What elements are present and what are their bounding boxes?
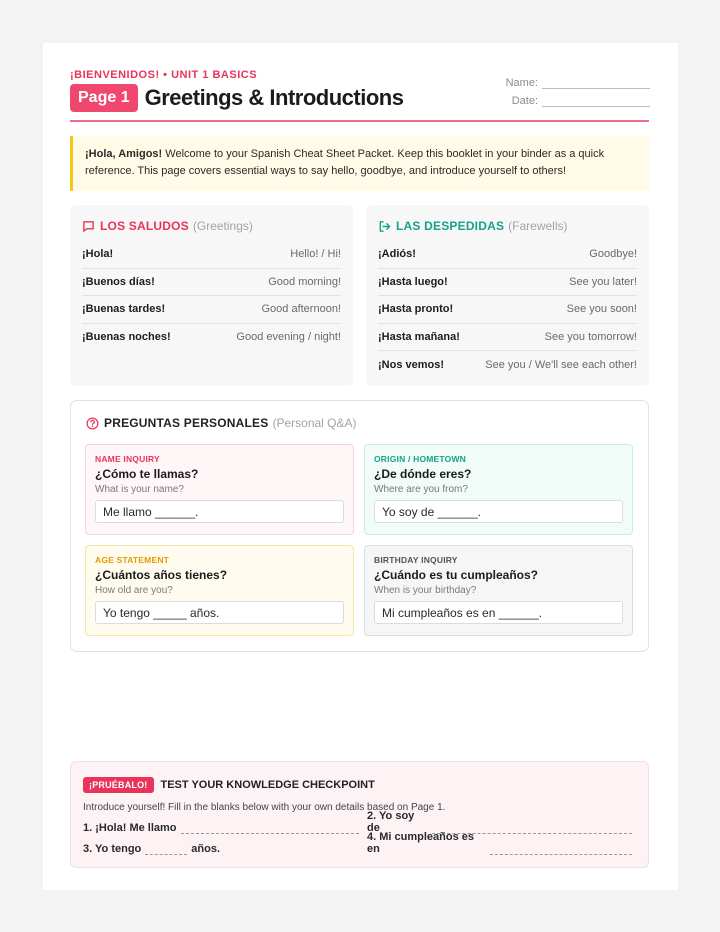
phrase-english: See you tomorrow!	[544, 330, 637, 343]
checkpoint-drills	[83, 810, 636, 862]
greetings-subtitle: (Greetings)	[192, 219, 253, 233]
phrase-spanish: ¡Hasta pronto!	[378, 303, 454, 316]
checkpoint-instructions: Introduce yourself! Fill in the blanks below with your own details based on Page 1.	[83, 802, 446, 813]
farewells-list	[378, 241, 637, 379]
checkpoint-header	[83, 777, 636, 793]
worksheet-page	[43, 43, 678, 890]
list-item	[82, 324, 341, 352]
intro-callout	[70, 136, 649, 191]
exit-arrow-icon	[378, 220, 391, 233]
qa-header	[86, 413, 633, 433]
title-row	[70, 84, 403, 112]
drill-prompt: 1. ¡Hola! Me llamo	[83, 822, 177, 834]
qa-card-tag: AGE STATEMENT	[95, 555, 170, 565]
phrase-english: See you / We'll see each other!	[485, 358, 637, 371]
checkpoint-badge: ¡PRUÉBALO!	[83, 777, 154, 793]
list-item	[82, 241, 341, 269]
qa-question: ¿Cómo te llamas?	[95, 467, 199, 481]
phrase-spanish: ¡Hola!	[82, 248, 114, 261]
qa-title: PREGUNTAS PERSONALES	[104, 416, 269, 430]
qa-translation: What is your name?	[95, 484, 184, 495]
phrase-spanish: ¡Nos vemos!	[378, 358, 445, 371]
phrase-english: Good evening / night!	[236, 331, 341, 344]
unit-kicker: ¡BIENVENIDOS! • UNIT 1 BASICS	[70, 69, 258, 81]
drill-item	[83, 839, 220, 855]
qa-card-tag: NAME INQUIRY	[95, 454, 160, 464]
list-item	[378, 324, 637, 352]
farewells-title: LAS DESPEDIDAS	[396, 219, 505, 233]
qa-card-age	[85, 545, 354, 636]
date-label: Date:	[511, 95, 538, 107]
page-title: Greetings & Introductions	[144, 85, 404, 110]
drill-prompt: 2. Yo soy de	[367, 810, 415, 834]
qa-translation: When is your birthday?	[374, 585, 477, 596]
qa-answer-field[interactable]: Mi cumpleaños es en ______.	[374, 601, 623, 624]
header-divider	[70, 120, 649, 122]
drill-blank[interactable]	[181, 822, 359, 834]
list-item	[82, 269, 341, 297]
phrase-spanish: ¡Adiós!	[378, 248, 416, 261]
drill-suffix: años.	[191, 843, 220, 855]
speech-bubble-icon	[82, 220, 95, 233]
list-item	[378, 351, 637, 379]
personal-qa-panel	[70, 400, 649, 652]
greetings-header	[82, 217, 341, 235]
drill-blank[interactable]	[490, 843, 632, 855]
question-circle-icon	[86, 417, 99, 430]
qa-card-tag: ORIGIN / HOMETOWN	[374, 454, 467, 464]
qa-question: ¿De dónde eres?	[374, 467, 472, 481]
qa-answer-field[interactable]: Me llamo ______.	[95, 500, 344, 523]
knowledge-checkpoint	[70, 761, 649, 868]
phrase-english: Good afternoon!	[261, 303, 341, 316]
list-item	[378, 241, 637, 269]
qa-card-name	[85, 444, 354, 535]
phrase-spanish: ¡Buenas tardes!	[82, 303, 166, 316]
page-badge: Page 1	[70, 84, 138, 112]
drill-prompt: 4. Mi cumpleaños es en	[367, 831, 474, 855]
list-item	[378, 269, 637, 297]
intro-text: Welcome to your Spanish Cheat Sheet Packet. Keep this booklet in your binder as a quick reference. This page covers essential ways to say hello, goodbye, and introduce yourself to others!	[85, 148, 605, 177]
qa-question: ¿Cuántos años tienes?	[95, 568, 228, 582]
phrase-english: Hello! / Hi!	[290, 248, 341, 261]
checkpoint-title: TEST YOUR KNOWLEDGE CHECKPOINT	[160, 779, 375, 791]
drill-prompt: 3. Yo tengo	[83, 843, 142, 855]
phrase-spanish: ¡Buenos días!	[82, 275, 155, 288]
qa-card-tag: BIRTHDAY INQUIRY	[374, 555, 458, 565]
date-field[interactable]	[542, 95, 650, 107]
greetings-list	[82, 241, 341, 351]
qa-card-origin	[364, 444, 633, 535]
phrase-english: See you soon!	[566, 303, 637, 316]
farewells-subtitle: (Farewells)	[508, 219, 568, 233]
phrase-spanish: ¡Hasta luego!	[378, 275, 448, 288]
qa-answer-field[interactable]: Yo tengo _____ años.	[95, 601, 344, 624]
qa-translation: Where are you from?	[374, 484, 468, 495]
date-line	[506, 89, 650, 107]
qa-answer-field[interactable]: Yo soy de ______.	[374, 500, 623, 523]
greetings-card	[70, 205, 353, 386]
name-field[interactable]	[542, 77, 650, 89]
intro-lead: ¡Hola, Amigos!	[85, 148, 163, 160]
name-date-block	[506, 71, 650, 107]
qa-translation: How old are you?	[95, 585, 173, 596]
name-line	[506, 71, 650, 89]
greetings-title: LOS SALUDOS	[100, 219, 189, 233]
qa-subtitle: (Personal Q&A)	[272, 416, 357, 430]
phrase-english: Goodbye!	[589, 248, 637, 261]
list-item	[378, 296, 637, 324]
phrase-english: See you later!	[569, 275, 637, 288]
phrase-spanish: ¡Buenas noches!	[82, 331, 171, 344]
qa-question: ¿Cuándo es tu cumpleaños?	[374, 568, 539, 582]
drill-item	[367, 831, 636, 855]
phrase-spanish: ¡Hasta mañana!	[378, 330, 460, 343]
list-item	[82, 296, 341, 324]
drill-item	[83, 818, 363, 834]
phrase-english: Good morning!	[268, 275, 341, 288]
farewells-card	[366, 205, 649, 386]
drill-blank[interactable]	[145, 843, 187, 855]
farewells-header	[378, 217, 637, 235]
name-label: Name:	[505, 77, 538, 89]
qa-card-birthday	[364, 545, 633, 636]
